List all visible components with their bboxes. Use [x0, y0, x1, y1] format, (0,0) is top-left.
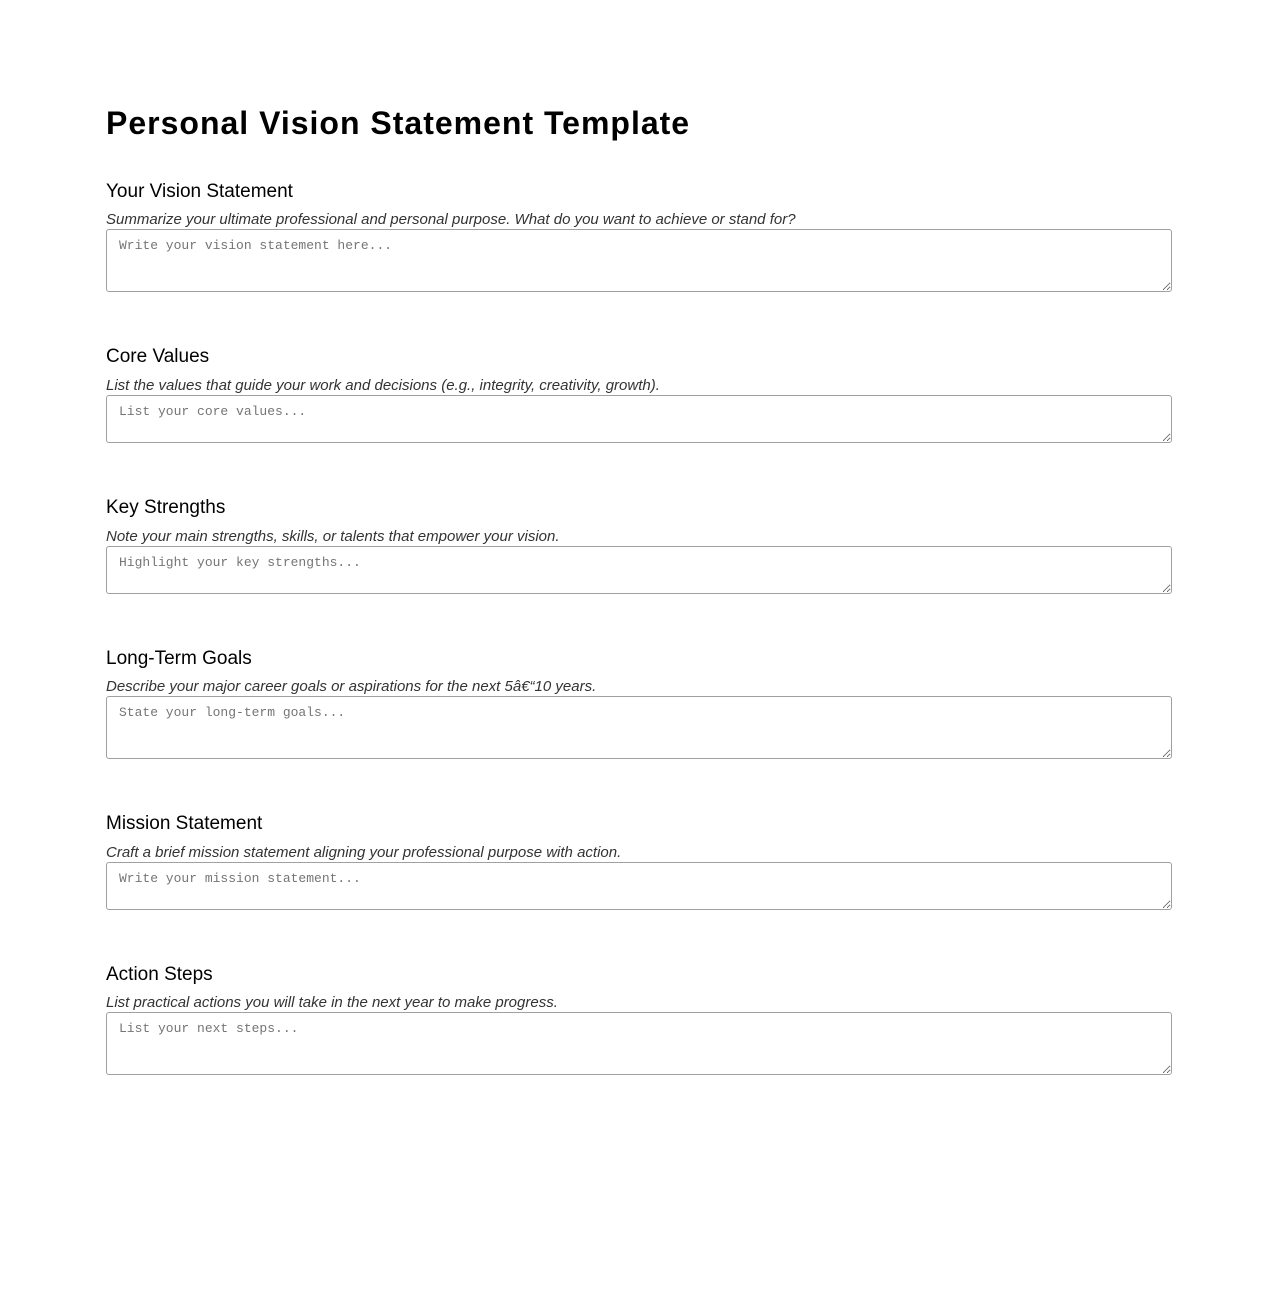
section-long-term-goals	[106, 647, 1172, 759]
key-strengths-field[interactable]	[106, 546, 1172, 594]
action-steps-field[interactable]	[106, 1012, 1172, 1075]
page-title: Personal Vision Statement Template	[106, 105, 691, 141]
section-core-values	[106, 345, 1172, 443]
mission-statement-field[interactable]	[106, 862, 1172, 910]
section-hint: List the values that guide your work and decisions (e.g., integrity, creativity, growth).	[106, 377, 660, 394]
section-hint: List practical actions you will take in the next year to make progress.	[106, 994, 558, 1011]
section-heading: Your Vision Statement	[106, 181, 293, 202]
section-action-steps	[106, 963, 1172, 1075]
section-hint: Summarize your ultimate professional and personal purpose. What do you want to achieve or stand for?	[106, 211, 796, 228]
section-key-strengths	[106, 496, 1172, 594]
section-hint: Note your main strengths, skills, or talents that empower your vision.	[106, 528, 560, 545]
section-heading: Key Strengths	[106, 497, 226, 518]
vision-statement-field[interactable]	[106, 229, 1172, 292]
section-heading: Long-Term Goals	[106, 648, 252, 669]
long-term-goals-field[interactable]	[106, 696, 1172, 759]
section-hint: Craft a brief mission statement aligning your professional purpose with action.	[106, 844, 622, 861]
section-hint: Describe your major career goals or aspirations for the next 5â€“10 years.	[106, 678, 597, 695]
core-values-field[interactable]	[106, 395, 1172, 443]
section-heading: Mission Statement	[106, 813, 263, 834]
section-vision-statement	[106, 180, 1172, 292]
section-heading: Action Steps	[106, 964, 213, 985]
section-mission-statement	[106, 812, 1172, 910]
section-heading: Core Values	[106, 346, 210, 367]
